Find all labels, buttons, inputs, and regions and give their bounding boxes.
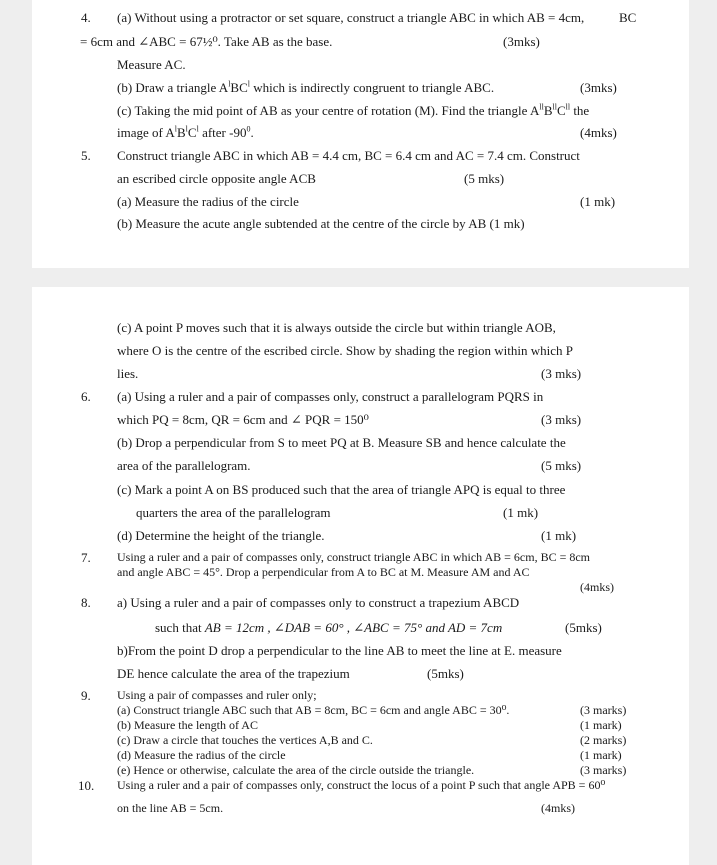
q7-marks: (4mks) [580, 580, 614, 594]
q9b-text: (b) Measure the length of AC [117, 718, 258, 732]
q10-text-cont: on the line AB = 5cm. [117, 801, 224, 815]
q9d-marks: (1 mark) [580, 748, 622, 762]
q6c-marks: (1 mk) [503, 505, 539, 520]
q5-marks: (5 mks) [464, 171, 505, 186]
q4a-text: (a) Without using a protractor or set square, construct a triangle ABC in which AB = 4cm, [117, 10, 585, 25]
q4-number: 4. [81, 10, 91, 25]
q7-text: Using a ruler and a pair of compasses only, construct triangle ABC in which AB = 6cm, BC = 8cm [117, 550, 591, 564]
q9-number: 9. [81, 688, 91, 703]
q10-marks: (4mks) [541, 801, 575, 815]
q6-number: 6. [81, 389, 91, 404]
q5c-text: (c) A point P moves such that it is always outside the circle but within triangle AOB, [117, 320, 556, 335]
q6a-text-cont: which PQ = 8cm, QR = 6cm and ∠ PQR = 150⁰ [117, 412, 369, 427]
q8b-text-cont: DE hence calculate the area of the trapezium [117, 666, 350, 681]
q6d-text: (d) Determine the height of the triangle. [117, 528, 325, 543]
q7-text-cont: and angle ABC = 45°. Drop a perpendicular from A to BC at M. Measure AM and AC [117, 565, 530, 579]
q6b-marks: (5 mks) [541, 458, 582, 473]
q5b-text: (b) Measure the acute angle subtended at the centre of the circle by AB (1 mk) [117, 216, 525, 231]
q9e-marks: (3 marks) [580, 763, 627, 777]
q4c-text: (c) Taking the mid point of AB as your centre of rotation (M). Find the triangle $A^{ll}B^{ll}C^{ll}$ the [117, 102, 590, 118]
q5-text-cont: an escribed circle opposite angle ACB [117, 171, 316, 186]
q4a-bc: BC [619, 10, 637, 25]
q5a-text: (a) Measure the radius of the circle [117, 194, 299, 209]
q8a-text: a) Using a ruler and a pair of compasses only to construct a trapezium ABCD [117, 595, 520, 610]
q9b-marks: (1 mark) [580, 718, 622, 732]
q6a-marks: (3 mks) [541, 412, 582, 427]
q9d-text: (d) Measure the radius of the circle [117, 748, 286, 762]
q8b-marks: (5mks) [427, 666, 464, 681]
q4c-marks: (4mks) [580, 125, 617, 140]
q4-measure: Measure AC. [117, 57, 186, 72]
q5a-marks: (1 mk) [580, 194, 616, 209]
q4b-text: (b) Draw a triangle $A^lBC^l$ which is indirectly congruent to triangle ABC. [117, 79, 495, 95]
q5-text: Construct triangle ABC in which AB = 4.4 cm, BC = 6.4 cm and AC = 7.4 cm. Construct [117, 148, 580, 163]
q6a-text: (a) Using a ruler and a pair of compasses only, construct a parallelogram PQRS in [117, 389, 544, 404]
q5c-text-cont: where O is the centre of the escribed circle. Show by shading the region within which P [117, 343, 573, 358]
q6b-text: (b) Drop a perpendicular from S to meet PQ at B. Measure SB and hence calculate the [117, 435, 566, 450]
q8a-marks: (5mks) [565, 620, 602, 635]
q4a-text-cont: = 6cm and ∠ABC = 67½⁰. Take AB as the base. [80, 34, 333, 49]
q5-number: 5. [81, 148, 91, 163]
q4b-marks: (3mks) [580, 80, 617, 95]
q4c-text-cont: image of $A^lB^lC^l$ after $-90^0$. [117, 124, 254, 140]
q6d-marks: (1 mk) [541, 528, 577, 543]
q8-number: 8. [81, 595, 91, 610]
q4a-marks: (3mks) [503, 34, 540, 49]
q9e-text: (e) Hence or otherwise, calculate the area of the circle outside the triangle. [117, 763, 475, 777]
q6b-text-cont: area of the parallelogram. [117, 458, 251, 473]
q5c-text-cont2: lies. [117, 366, 139, 381]
q10-number: 10. [78, 778, 95, 793]
q9-intro: Using a pair of compasses and ruler only; [117, 688, 317, 702]
q6c-text-cont: quarters the area of the parallelogram [136, 505, 331, 520]
q8b-text: b)From the point D drop a perpendicular to the line AB to meet the line at E. measure [117, 643, 562, 658]
q8a-text-cont: such that AB = 12cm , ∠DAB = 60° , ∠ABC = 75° and AD = 7cm [155, 620, 503, 635]
q10-text: Using a ruler and a pair of compasses only, construct the locus of a point P such that angle APB = 60⁰ [117, 778, 606, 792]
q9a-marks: (3 marks) [580, 703, 627, 717]
q9a-text: (a) Construct triangle ABC such that AB = 8cm, BC = 6cm and angle ABC = 30⁰. [117, 703, 510, 717]
q9c-marks: (2 marks) [580, 733, 627, 747]
q7-number: 7. [81, 550, 91, 565]
q5c-marks: (3 mks) [541, 366, 582, 381]
q9c-text: (c) Draw a circle that touches the vertices A,B and C. [117, 733, 373, 747]
q6c-text: (c) Mark a point A on BS produced such that the area of triangle APQ is equal to three [117, 482, 566, 497]
